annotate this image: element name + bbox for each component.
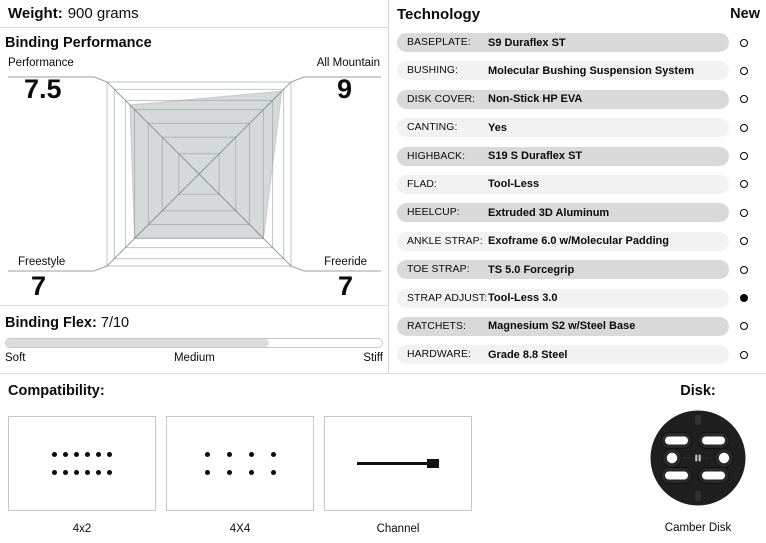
compat-caption-4x4: 4X4 xyxy=(229,523,251,535)
disk-title: Disk: xyxy=(680,383,716,399)
camber-disk-image xyxy=(650,410,746,506)
insert-dot xyxy=(227,452,232,457)
insert-dot xyxy=(227,470,232,475)
binding-flex-value: 7/10 xyxy=(100,315,130,331)
flex-meter xyxy=(5,338,383,348)
tech-label: CANTING: xyxy=(407,122,458,134)
insert-dot xyxy=(205,470,210,475)
table-row xyxy=(397,317,766,336)
tech-label: HARDWARE: xyxy=(407,349,472,361)
new-indicator xyxy=(740,67,748,75)
binding-flex-section xyxy=(0,305,388,373)
tech-value: Yes xyxy=(488,121,507,134)
binding-performance-title: Binding Performance xyxy=(5,35,152,51)
weight-value: 900 grams xyxy=(67,5,139,22)
table-row xyxy=(397,33,766,52)
table-row xyxy=(397,203,766,222)
tech-value: Grade 8.8 Steel xyxy=(488,348,568,361)
insert-dot xyxy=(74,470,79,475)
new-indicator xyxy=(740,209,748,217)
insert-dot xyxy=(74,452,79,457)
disk-hole xyxy=(667,453,677,463)
insert-dot xyxy=(85,452,90,457)
new-indicator xyxy=(740,95,748,103)
new-indicator xyxy=(740,294,748,302)
axis-label-all-mountain: All Mountain xyxy=(316,57,380,69)
tech-label: HEELCUP: xyxy=(407,207,460,219)
insert-dot xyxy=(107,470,112,475)
tech-label: STRAP ADJUST: xyxy=(407,292,488,304)
insert-dot-row xyxy=(205,470,276,475)
insert-dot xyxy=(52,470,57,475)
flex-label-medium: Medium xyxy=(173,352,215,364)
table-row xyxy=(397,147,766,166)
insert-dot xyxy=(85,470,90,475)
new-indicator xyxy=(740,39,748,47)
axis-value-all-mountain: 9 xyxy=(336,74,352,104)
new-indicator xyxy=(740,237,748,245)
insert-dot xyxy=(107,452,112,457)
channel-endpoint xyxy=(427,459,439,468)
table-row xyxy=(397,118,766,137)
disk-block xyxy=(630,374,766,534)
tech-label: DISK COVER: xyxy=(407,93,476,105)
table-row xyxy=(397,90,766,109)
tech-value: S9 Duraflex ST xyxy=(488,36,566,49)
flex-label-stiff: Stiff xyxy=(363,352,383,364)
tech-value: Extruded 3D Aluminum xyxy=(488,206,610,219)
disk-hole xyxy=(719,453,729,463)
insert-dot xyxy=(271,452,276,457)
tech-label: TOE STRAP: xyxy=(407,264,470,276)
axis-value-freeride: 7 xyxy=(337,271,353,301)
insert-dot-row xyxy=(205,452,276,457)
compatibility-section xyxy=(0,373,766,543)
binding-performance-section xyxy=(0,28,388,305)
tech-value: S19 S Duraflex ST xyxy=(488,150,583,163)
tech-value: Magnesium S2 w/Steel Base xyxy=(488,320,636,333)
technology-rows xyxy=(397,33,766,364)
tech-value: TS 5.0 Forcegrip xyxy=(488,263,575,276)
new-indicator xyxy=(740,152,748,160)
channel-line xyxy=(357,462,427,465)
table-row xyxy=(397,61,766,80)
4x4-insert-pattern xyxy=(166,416,314,511)
left-panel xyxy=(0,0,389,373)
insert-dot xyxy=(205,452,210,457)
weight-label: Weight: xyxy=(8,5,63,22)
disk-caption: Camber Disk xyxy=(664,522,732,534)
technology-panel xyxy=(389,0,766,373)
flex-meter-fill xyxy=(6,339,269,347)
table-row xyxy=(397,232,766,251)
new-column-header: New xyxy=(730,6,760,22)
weight-row xyxy=(0,0,388,28)
insert-dot-row xyxy=(52,470,112,475)
tech-label: RATCHETS: xyxy=(407,320,467,332)
insert-dot xyxy=(63,470,68,475)
axis-value-freestyle: 7 xyxy=(31,271,47,301)
tech-label: BASEPLATE: xyxy=(407,37,471,48)
insert-dot xyxy=(63,452,68,457)
insert-dot xyxy=(96,470,101,475)
tech-value: Molecular Bushing Suspension System xyxy=(488,64,694,77)
insert-dot xyxy=(271,470,276,475)
table-row xyxy=(397,260,766,279)
compatibility-title: Compatibility: xyxy=(8,383,105,399)
new-indicator xyxy=(740,322,748,330)
new-indicator xyxy=(740,180,748,188)
tech-value: Non-Stick HP EVA xyxy=(488,93,583,106)
insert-dot xyxy=(249,452,254,457)
insert-dot-row xyxy=(52,452,112,457)
new-indicator xyxy=(740,124,748,132)
new-indicator xyxy=(740,266,748,274)
tech-label: ANKLE STRAP: xyxy=(407,235,483,247)
insert-dot xyxy=(96,452,101,457)
axis-label-freestyle: Freestyle xyxy=(18,256,66,268)
compat-caption-channel: Channel xyxy=(376,523,420,535)
table-row xyxy=(397,289,766,308)
tech-value: Tool-Less 3.0 xyxy=(488,292,558,305)
tech-value: Exoframe 6.0 w/Molecular Padding xyxy=(488,235,669,248)
insert-dot xyxy=(52,452,57,457)
4x2-insert-pattern xyxy=(8,416,156,511)
axis-value-performance: 7.5 xyxy=(24,74,62,104)
tech-label: HIGHBACK: xyxy=(407,150,466,162)
tech-value: Tool-Less xyxy=(488,178,540,191)
insert-dot xyxy=(249,470,254,475)
axis-label-freeride: Freeride xyxy=(324,256,367,268)
channel-pattern xyxy=(324,416,472,511)
tech-label: FLAD: xyxy=(407,178,437,190)
table-row xyxy=(397,345,766,364)
flex-label-soft: Soft xyxy=(5,352,26,364)
binding-flex-label: Binding Flex: xyxy=(5,315,97,331)
axis-label-performance: Performance xyxy=(8,57,74,69)
new-indicator xyxy=(740,351,748,359)
table-row xyxy=(397,175,766,194)
compat-caption-4x2: 4x2 xyxy=(72,523,92,535)
technology-title: Technology xyxy=(397,5,481,23)
tech-label: BUSHING: xyxy=(407,65,459,77)
